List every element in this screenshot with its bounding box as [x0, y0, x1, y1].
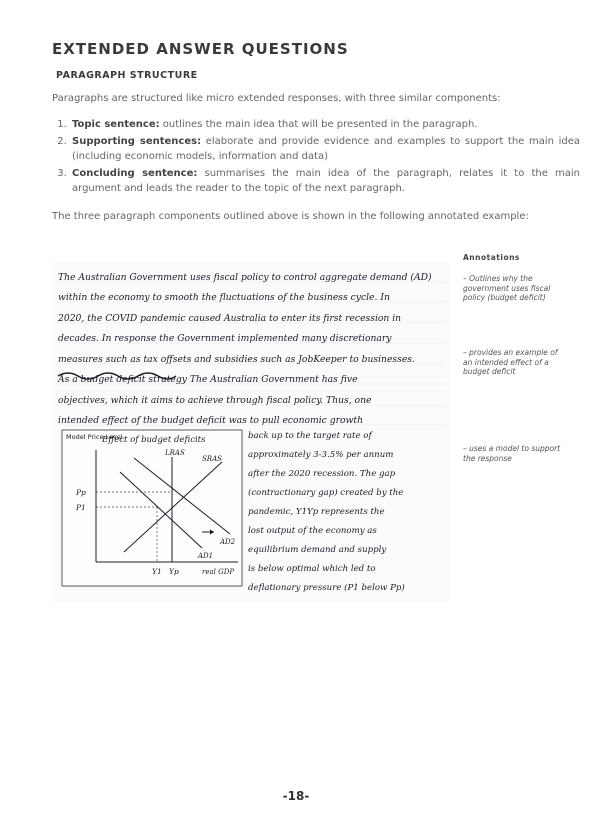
- hand-side-line: pandemic, Y1Yp represents the: [248, 507, 385, 517]
- annotation-2: – provides an example of an intended effect of a budget deficit: [463, 348, 558, 377]
- diagram-title: Effect of budget deficits: [102, 435, 206, 445]
- curve-label: SRAS: [202, 455, 222, 463]
- hand-side-line: lost output of the economy as: [248, 526, 377, 536]
- term-supporting: Supporting sentences:: [72, 135, 202, 147]
- x-axis-label: real GDP: [202, 568, 235, 576]
- y-mark: P1: [76, 503, 86, 512]
- hand-line: objectives, which it aims to achieve through fiscal policy. Thus, one: [58, 395, 372, 406]
- hand-side-line: is below optimal which led to: [248, 564, 376, 574]
- components-list: [52, 117, 580, 198]
- term-topic: Topic sentence:: [72, 119, 160, 130]
- list-item: [70, 166, 580, 197]
- intro-text: Paragraphs are structured like micro extended responses, with three similar components:: [52, 93, 501, 104]
- hand-line: within the economy to smooth the fluctuations of the business cycle. In: [58, 292, 390, 303]
- annotation-3: – uses a model to support the response: [463, 444, 561, 463]
- hand-side-line: after the 2020 recession. The gap: [248, 469, 396, 479]
- hand-side-line: deflationary pressure (P1 below Pp): [248, 583, 405, 593]
- hand-line: measures such as tax offsets and subsidies such as JobKeeper to businesses.: [58, 354, 415, 365]
- x-mark: Yp: [169, 567, 179, 576]
- hand-side-line: back up to the target rate of: [248, 431, 372, 441]
- example-intro: The three paragraph components outlined above is shown in the following annotated example:: [52, 211, 529, 222]
- y-mark: Pp: [76, 488, 86, 497]
- term-desc: outlines the main idea that will be presented in the paragraph.: [159, 119, 478, 130]
- curve-label: AD2: [220, 538, 236, 546]
- section-subtitle: PARAGRAPH STRUCTURE: [56, 70, 198, 81]
- hand-side-line: (contractionary gap) created by the: [248, 488, 404, 498]
- term-desc: summarises the main idea of the paragraph, relates it to the main argument and leads the reader to the topic of the next paragraph.: [72, 167, 580, 194]
- list-item: [70, 134, 580, 165]
- term-concluding: Concluding sentence:: [72, 167, 198, 179]
- hand-line: The Australian Government uses fiscal policy to control aggregate demand (AD): [58, 272, 432, 283]
- curve-label: LRAS: [165, 449, 185, 457]
- ad-as-diagram: [62, 430, 242, 586]
- y-axis-label: Model Price Level: [66, 433, 123, 441]
- hand-line: 2020, the COVID pandemic caused Australia to enter its first recession in: [58, 313, 402, 324]
- page-number: -18-: [282, 789, 310, 803]
- x-mark: Y1: [152, 567, 162, 576]
- hand-line: intended effect of the budget deficit was to pull economic growth: [58, 415, 364, 426]
- page-title: EXTENDED ANSWER QUESTIONS: [52, 40, 349, 58]
- curve-label: AD1: [198, 552, 214, 560]
- hand-side-line: equilibrium demand and supply: [248, 545, 387, 555]
- annotations-heading: Annotations: [463, 253, 520, 262]
- list-item: [70, 117, 580, 133]
- term-desc: elaborate and provide evidence and examples to support the main idea (including economic models, information and data): [72, 135, 580, 162]
- hand-side-line: approximately 3-3.5% per annum: [248, 450, 394, 460]
- annotation-1: – Outlines why the government uses fiscal policy (budget deficit): [463, 274, 551, 303]
- hand-line: decades. In response the Government implemented many discretionary: [58, 333, 392, 344]
- hand-line: As a budget deficit strategy The Australian Government has five: [58, 374, 358, 385]
- handwritten-paragraph-image: [52, 262, 450, 602]
